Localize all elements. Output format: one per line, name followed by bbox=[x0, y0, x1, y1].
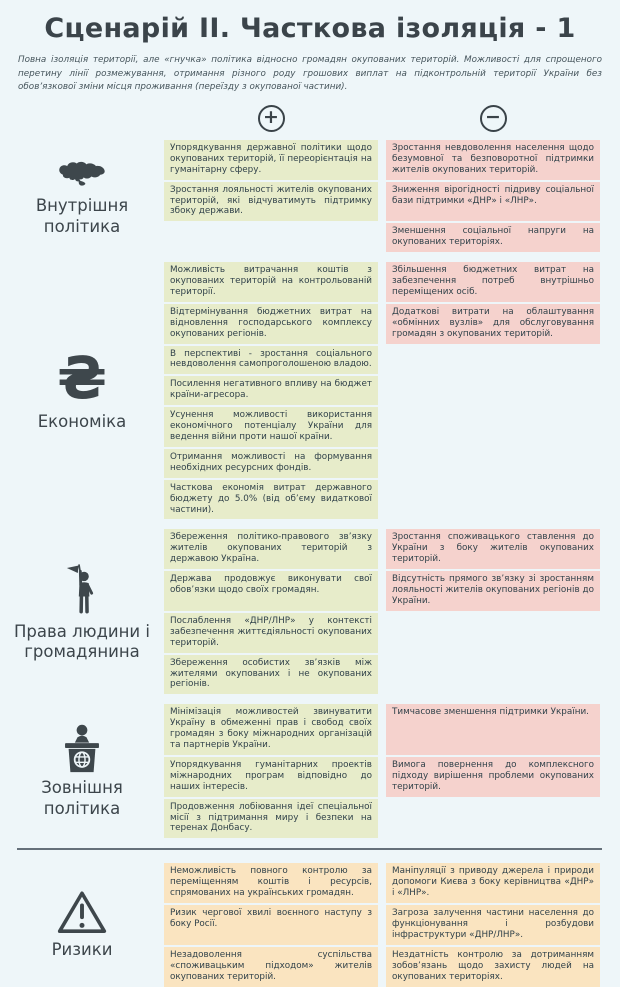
minus-symbol: − bbox=[485, 106, 501, 129]
risk-item: Незадоволення суспільства «споживацьким підходом» жителів окупованих територій. bbox=[164, 947, 378, 987]
cons-item: Тимчасове зменшення підтримки України. bbox=[386, 704, 600, 755]
section bbox=[0, 863, 620, 986]
risk-item: Ризик чергової хвилі воєнного наступу з боку Росії. bbox=[164, 905, 378, 945]
person-with-flag-icon bbox=[61, 561, 103, 617]
pros-item: Отримання можливості на формування необхідних ресурсних фондів. bbox=[164, 449, 378, 478]
section-side bbox=[0, 140, 164, 252]
risk-item: Маніпуляції з приводу джерела і природи допомоги Києва з боку керівництва «ДНР» і «ЛНР». bbox=[386, 863, 600, 903]
section-label: Права людини і громадянина bbox=[14, 621, 150, 662]
intro-paragraph: Повна ізоляція території, але «гнучка» політика відносно громадян окупованих територій. Можливості для спрощеного перетину лінії розмежування, отримання різного роду грошових виплат на підконтрольній території України без обов’язкової зміни місця проживання (переїзду з окупованої частини). bbox=[18, 55, 602, 93]
section-items bbox=[164, 863, 600, 986]
section-side bbox=[0, 529, 164, 694]
section-divider bbox=[17, 848, 602, 850]
cons-item: Зниження вірогідності підриву соціальної бази підтримки «ДНР» і «ЛНР». bbox=[386, 182, 600, 222]
plus-circle-icon bbox=[258, 105, 285, 132]
podium-globe-icon bbox=[57, 723, 107, 773]
ukraine-map-icon bbox=[56, 155, 108, 191]
pros-item: Держава продовжує виконувати свої обов’язки щодо своїх громадян. bbox=[164, 571, 378, 611]
section bbox=[0, 262, 620, 519]
hryvnia-icon: ₴ bbox=[57, 343, 107, 412]
section-items bbox=[164, 704, 600, 838]
cons-item: Зростання невдоволення населення щодо безумовної та безповоротної підтримки жителів окупованих територій. bbox=[386, 140, 600, 180]
section bbox=[0, 704, 620, 838]
section-side bbox=[0, 704, 164, 838]
cons-item: Вимога повернення до комплексного підходу вирішення проблеми окупованих територій. bbox=[386, 757, 600, 797]
section-side bbox=[0, 262, 164, 519]
pros-item: Усунення можливості використання економічного потенціалу України для ведення війни проти нашої країни. bbox=[164, 407, 378, 447]
plus-symbol: + bbox=[263, 106, 279, 129]
section-label: Внутрішня політика bbox=[35, 195, 129, 236]
pros-item: Посилення негативного впливу на бюджет країни-агресора. bbox=[164, 376, 378, 405]
risk-item: Загроза залучення частини населення до функціонування і розбудови інфраструктури «ДНР/ЛНР». bbox=[386, 905, 600, 945]
pros-item: Послаблення «ДНР/ЛНР» у контексті забезпечення життєдіяльності окупованих територій. bbox=[164, 613, 378, 653]
section bbox=[0, 529, 620, 694]
minus-circle-icon bbox=[480, 105, 507, 132]
cons-item: Збільшення бюджетних витрат на забезпечення потреб внутрішньо переміщених осіб. bbox=[386, 262, 600, 302]
infographic-page bbox=[0, 13, 620, 982]
section bbox=[0, 140, 620, 252]
pros-item: Відтермінування бюджетних витрат на відновлення господарського комплексу окупованих регіонів. bbox=[164, 304, 378, 344]
pros-item: Зростання лояльності жителів окупованих територій, які відчуватимуть підтримку збоку держави. bbox=[164, 182, 378, 222]
sections bbox=[0, 140, 620, 987]
cons-item: Зменшення соціальної напруги на окупованих територіях. bbox=[386, 223, 600, 252]
pros-item: Мінімізація можливостей звинуватити Україну в обмеженні прав і свобод своїх громадян з боку міжнародних організацій та партнерів України. bbox=[164, 704, 378, 755]
pros-item: Збереження політико-правового зв’язку жителів окупованих територій з державою Україна. bbox=[164, 529, 378, 569]
pros-item: Упорядкування гуманітарних проектів міжнародних програм відповідно до наших інтересів. bbox=[164, 757, 378, 797]
pros-item: Упорядкування державної політики щодо окупованих територій, її переорієнтація на гуманітарну сферу. bbox=[164, 140, 378, 180]
cons-item: Додаткові витрати на облаштування «обмінних вузлів» для обслуговування громадян з окупованих територій. bbox=[386, 304, 600, 344]
column-symbols-row bbox=[164, 105, 620, 132]
pros-item: Можливість витрачання коштів з окупованих територій на контрольованій території. bbox=[164, 262, 378, 302]
section-items bbox=[164, 140, 600, 252]
pros-item: Продовження лобіювання ідеї спеціальної місії з підтримання миру і безпеки на теренах Донбасу. bbox=[164, 799, 378, 839]
risk-item: Нездатність контролю за дотриманням зобов’язань щодо захисту людей на окупованих територіях. bbox=[386, 947, 600, 987]
risk-item: Неможливість повного контролю за переміщенням коштів і ресурсів, спрямованих на українських громадян. bbox=[164, 863, 378, 903]
section-label: Ризики bbox=[51, 940, 113, 960]
section-items bbox=[164, 262, 600, 519]
pros-item: Часткова економія витрат державного бюджету до 5.0% (від об’єму видаткової частини). bbox=[164, 480, 378, 520]
section-items bbox=[164, 529, 600, 694]
cons-item: Відсутність прямого зв’язку зі зростанням лояльності жителів окупованих регіонів до України. bbox=[386, 571, 600, 611]
section-label: Зовнішня політика bbox=[41, 778, 123, 818]
cons-item: Зростання споживацького ставлення до України з боку жителів окупованих територій. bbox=[386, 529, 600, 569]
warning-triangle-icon bbox=[57, 889, 107, 935]
pros-item: Збереження особистих зв’язків між жителями окупованих і не окупованих регіонів. bbox=[164, 655, 378, 695]
section-label: Економіка bbox=[37, 411, 127, 431]
pros-item: В перспективі - зростання соціального невдоволення самопроголошеною владою. bbox=[164, 346, 378, 375]
section-side bbox=[0, 863, 164, 986]
page-title: Сценарій ІІ. Часткова ізоляція - 1 bbox=[44, 13, 576, 44]
